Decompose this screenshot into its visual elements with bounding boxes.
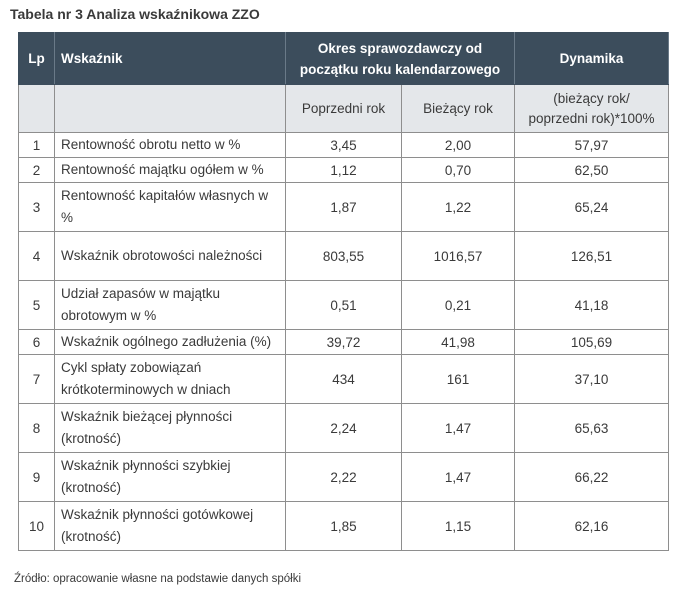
row-current: 41,98	[402, 330, 515, 355]
header-period	[286, 33, 515, 85]
row-current: 1016,57	[402, 232, 515, 281]
header-period-line1: Okres sprawozdawczy od	[317, 40, 483, 56]
subheader-empty-lp	[19, 85, 55, 133]
row-previous: 2,24	[286, 404, 402, 453]
row-current: 1,47	[402, 453, 515, 502]
header-row	[19, 33, 669, 85]
table-row	[19, 133, 669, 158]
row-previous: 1,12	[286, 158, 402, 183]
subheader-row	[19, 85, 669, 133]
table-row	[19, 404, 669, 453]
row-dynamics: 62,16	[515, 502, 669, 551]
row-lp: 7	[19, 355, 55, 404]
row-current: 161	[402, 355, 515, 404]
table-row	[19, 355, 669, 404]
row-previous: 3,45	[286, 133, 402, 158]
row-indicator: Wskaźnik płynności gotówkowej (krotność)	[55, 502, 286, 551]
row-previous: 0,51	[286, 281, 402, 330]
row-dynamics: 37,10	[515, 355, 669, 404]
row-indicator: Wskaźnik bieżącej płynności (krotność)	[55, 404, 286, 453]
row-lp: 1	[19, 133, 55, 158]
row-lp: 5	[19, 281, 55, 330]
table-row	[19, 183, 669, 232]
table-row	[19, 281, 669, 330]
table-row	[19, 158, 669, 183]
row-previous: 434	[286, 355, 402, 404]
row-lp: 8	[19, 404, 55, 453]
row-previous: 803,55	[286, 232, 402, 281]
row-current: 0,21	[402, 281, 515, 330]
row-indicator: Rentowność majątku ogółem w %	[55, 158, 286, 183]
row-indicator: Wskaźnik ogólnego zadłużenia (%)	[55, 330, 286, 355]
header-indicator: Wskaźnik	[55, 33, 286, 85]
header-period-line2: początku roku kalendarzowego	[299, 61, 501, 77]
row-dynamics: 62,50	[515, 158, 669, 183]
table-row	[19, 502, 669, 551]
row-dynamics: 65,24	[515, 183, 669, 232]
row-dynamics: 65,63	[515, 404, 669, 453]
table-row	[19, 453, 669, 502]
row-dynamics: 41,18	[515, 281, 669, 330]
row-lp: 10	[19, 502, 55, 551]
row-lp: 3	[19, 183, 55, 232]
row-indicator: Cykl spłaty zobowiązań krótkoterminowych w dniach	[55, 355, 286, 404]
header-lp: Lp	[19, 33, 55, 85]
row-lp: 2	[19, 158, 55, 183]
row-lp: 6	[19, 330, 55, 355]
row-lp: 4	[19, 232, 55, 281]
row-indicator: Rentowność kapitałów własnych w %	[55, 183, 286, 232]
row-dynamics: 57,97	[515, 133, 669, 158]
row-indicator: Rentowność obrotu netto w %	[55, 133, 286, 158]
row-current: 0,70	[402, 158, 515, 183]
row-previous: 1,87	[286, 183, 402, 232]
row-previous: 39,72	[286, 330, 402, 355]
subheader-dynamics-formula	[515, 85, 669, 133]
row-previous: 2,22	[286, 453, 402, 502]
header-dynamics: Dynamika	[515, 33, 669, 85]
dynamics-formula-line1: (bieżący rok/	[553, 90, 630, 106]
row-dynamics: 66,22	[515, 453, 669, 502]
subheader-empty-name	[55, 85, 286, 133]
table-row	[19, 330, 669, 355]
dynamics-formula-line2: poprzedni rok)*100%	[528, 110, 655, 126]
row-indicator: Wskaźnik obrotowości należności	[55, 232, 286, 281]
row-indicator: Udział zapasów w majątku obrotowym w %	[55, 281, 286, 330]
row-current: 1,15	[402, 502, 515, 551]
row-current: 1,22	[402, 183, 515, 232]
table-row	[19, 232, 669, 281]
subheader-current-year: Bieżący rok	[402, 85, 515, 133]
table-title: Tabela nr 3 Analiza wskaźnikowa ZZO	[10, 6, 260, 22]
row-dynamics: 126,51	[515, 232, 669, 281]
row-current: 2,00	[402, 133, 515, 158]
ratio-analysis-table	[18, 32, 669, 551]
row-previous: 1,85	[286, 502, 402, 551]
source-note: Źródło: opracowanie własne na podstawie danych spółki	[14, 573, 302, 585]
row-lp: 9	[19, 453, 55, 502]
row-current: 1,47	[402, 404, 515, 453]
row-dynamics: 105,69	[515, 330, 669, 355]
row-indicator: Wskaźnik płynności szybkiej (krotność)	[55, 453, 286, 502]
subheader-previous-year: Poprzedni rok	[286, 85, 402, 133]
